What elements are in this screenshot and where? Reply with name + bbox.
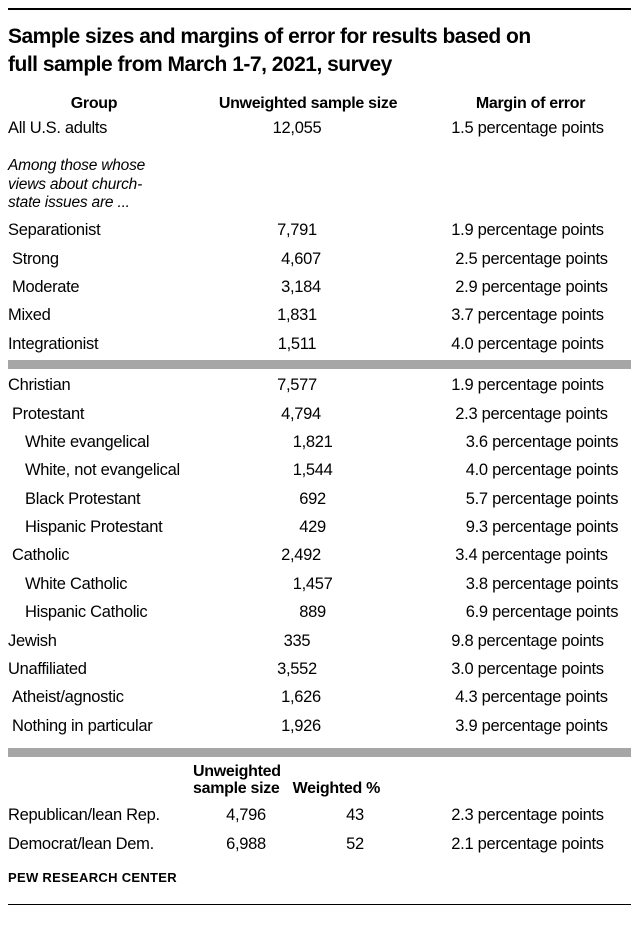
group-label: Catholic — [12, 546, 70, 565]
margin-of-error-value: 3.0 percentage points — [451, 660, 604, 679]
sample-size-value: 889 — [299, 603, 326, 622]
margin-of-error-value: 6.9 percentage points — [465, 603, 619, 622]
group-label: Atheist/agnostic — [12, 688, 124, 707]
table-row — [0, 302, 639, 330]
table-row — [0, 245, 639, 273]
weighted-percent-value: 52 — [346, 834, 364, 853]
group-label: Strong — [12, 249, 59, 268]
religion-section — [0, 371, 639, 740]
margin-of-error-value: 2.5 percentage points — [455, 249, 608, 268]
section-divider-bar — [8, 360, 631, 369]
group-label: White evangelical — [25, 432, 150, 451]
group-label: Protestant — [12, 404, 85, 423]
sample-size-value: 1,544 — [292, 461, 333, 480]
table-row — [0, 115, 639, 141]
sample-size-value: 1,821 — [292, 432, 333, 451]
top-rule — [8, 8, 631, 10]
sample-size-value: 4,794 — [281, 404, 321, 423]
sample-size-value: 1,457 — [292, 574, 333, 593]
group-label: Republican/lean Rep. — [8, 806, 160, 825]
table-row — [0, 513, 639, 541]
note-line-3: state issues are ... — [8, 194, 130, 211]
table-row — [0, 712, 639, 740]
margin-of-error-value: 5.7 percentage points — [465, 489, 619, 508]
sample-size-value: 6,988 — [226, 834, 266, 853]
group-label: White Catholic — [25, 574, 128, 593]
table-row — [0, 802, 639, 830]
note-line-1: Among those whose — [8, 157, 146, 174]
column-header-weighted: Weighted % — [292, 779, 381, 797]
table-row — [0, 599, 639, 627]
sample-size-value: 1,511 — [277, 334, 317, 353]
unweighted-header-line-2: sample size — [193, 779, 280, 797]
margin-of-error-value: 4.0 percentage points — [465, 461, 619, 480]
sample-size-value: 335 — [283, 631, 311, 650]
table-row — [0, 655, 639, 683]
section-divider-bar — [8, 748, 631, 757]
sample-size-value: 4,796 — [226, 806, 266, 825]
group-label: Unaffiliated — [8, 660, 87, 679]
group-label: Separationist — [8, 221, 101, 240]
group-label: Nothing in particular — [12, 716, 153, 735]
table-row — [0, 428, 639, 456]
margin-of-error-value: 9.3 percentage points — [465, 518, 619, 537]
column-header-sample: Unweighted sample size — [218, 95, 398, 112]
table-row — [0, 570, 639, 598]
table-header-row — [0, 93, 639, 115]
sample-size-value: 692 — [299, 489, 326, 508]
group-label: Jewish — [8, 631, 57, 650]
sample-size-value: 7,577 — [277, 376, 317, 395]
weighted-percent-value: 43 — [346, 806, 364, 825]
table-note — [8, 157, 631, 213]
table-row — [0, 330, 639, 358]
church-state-section — [0, 217, 639, 359]
table-row — [0, 457, 639, 485]
page-title — [8, 23, 631, 79]
table-row — [0, 684, 639, 712]
margin-of-error-value: 3.6 percentage points — [465, 432, 619, 451]
margin-of-error-value: 1.9 percentage points — [451, 376, 604, 395]
group-label: Integrationist — [8, 334, 99, 353]
group-label: Mixed — [8, 306, 51, 325]
sample-size-value: 2,492 — [281, 546, 321, 565]
margin-of-error-value: 4.3 percentage points — [455, 688, 608, 707]
sample-size-value: 12,055 — [272, 118, 322, 137]
column-header-unweighted — [193, 763, 281, 797]
column-header-margin: Margin of error — [475, 95, 586, 112]
title-line-2: full sample from March 1-7, 2021, survey — [8, 53, 392, 76]
sample-size-value: 7,791 — [277, 221, 317, 240]
sample-size-value: 1,831 — [277, 306, 317, 325]
group-label: Christian — [8, 376, 71, 395]
sample-size-value: 429 — [299, 518, 326, 537]
table-row — [0, 485, 639, 513]
table-row — [0, 217, 639, 245]
margin-of-error-value: 2.1 percentage points — [451, 834, 604, 853]
sample-size-value: 1,926 — [281, 716, 321, 735]
margin-of-error-value: 3.7 percentage points — [451, 306, 604, 325]
party-section — [0, 802, 639, 859]
group-label: Democrat/lean Dem. — [8, 834, 154, 853]
table-row — [0, 627, 639, 655]
margin-of-error-value: 1.9 percentage points — [451, 221, 604, 240]
group-label: Hispanic Protestant — [25, 518, 163, 537]
column-header-group: Group — [70, 95, 118, 112]
table-row — [0, 400, 639, 428]
table-row — [0, 371, 639, 399]
table-row — [0, 542, 639, 570]
margin-of-error-value: 2.3 percentage points — [451, 806, 604, 825]
sample-size-value: 3,184 — [281, 277, 321, 296]
party-table-header — [0, 763, 639, 797]
margin-of-error-value: 3.9 percentage points — [455, 716, 608, 735]
note-line-2: views about church- — [8, 175, 143, 193]
margin-of-error-value: 3.8 percentage points — [465, 574, 619, 593]
margin-of-error-value: 4.0 percentage points — [451, 334, 604, 353]
bottom-rule — [8, 904, 631, 905]
group-label: Black Protestant — [25, 489, 141, 508]
title-line-1: Sample sizes and margins of error for results based on — [8, 25, 531, 48]
group-label: White, not evangelical — [25, 461, 180, 480]
group-label: Hispanic Catholic — [25, 603, 148, 622]
margin-of-error-value: 2.9 percentage points — [455, 277, 608, 296]
margin-of-error-value: 3.4 percentage points — [455, 546, 608, 565]
sample-size-value: 3,552 — [277, 660, 317, 679]
sample-size-value: 1,626 — [281, 688, 321, 707]
group-label: Moderate — [12, 277, 80, 296]
table-row — [0, 830, 639, 858]
sample-size-value: 4,607 — [281, 249, 321, 268]
unweighted-header-line-1: Unweighted — [193, 762, 281, 780]
margin-of-error-value: 1.5 percentage points — [451, 118, 604, 137]
table-row — [0, 273, 639, 301]
margin-of-error-value: 2.3 percentage points — [455, 404, 608, 423]
group-label: All U.S. adults — [8, 118, 108, 137]
margin-of-error-value: 9.8 percentage points — [451, 631, 604, 650]
source-attribution: PEW RESEARCH CENTER — [8, 870, 177, 886]
